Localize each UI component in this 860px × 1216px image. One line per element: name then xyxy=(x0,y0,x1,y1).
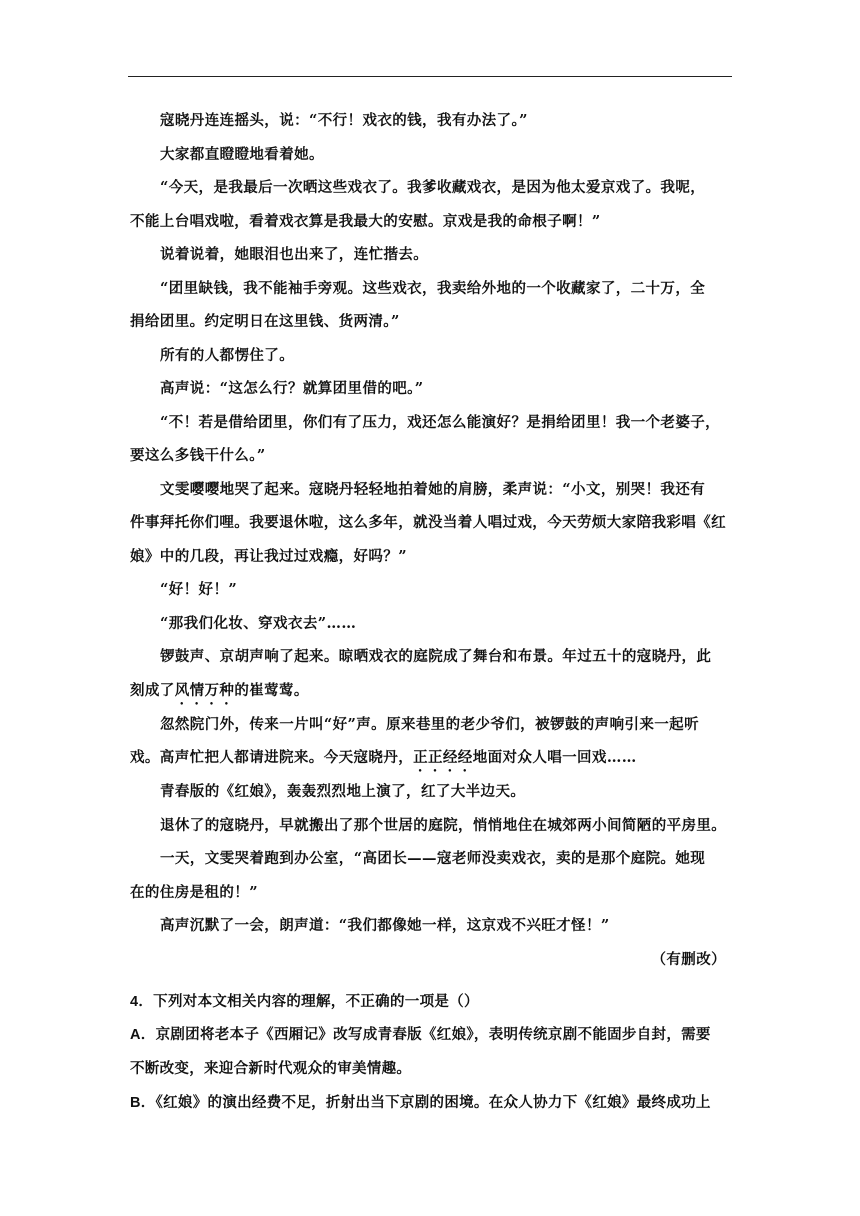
paragraph-line: “团里缺钱，我不能袖手旁观。这些戏衣，我卖给外地的一个收藏家了，二十万，全 xyxy=(160,279,706,297)
paragraph-line: “不！若是借给团里，你们有了压力，戏还怎么能演好？是捐给团里！我一个老婆子， xyxy=(160,413,721,431)
option-a-continued xyxy=(130,1052,730,1086)
paragraph-line: 不能上台唱戏啦，看着戏衣算是我最大的安慰。京戏是我的命根子啊！” xyxy=(130,212,601,230)
paragraph: 高声沉默了一会，朗声道：“我们都像她一样，这京戏不兴旺才怪！” xyxy=(160,917,610,934)
option-text: ．《红娘》的演出经费不足，折射出当下京剧的困境。在众人协力下《红娘》最终成功上 xyxy=(140,1094,711,1111)
option-label: B xyxy=(130,1095,141,1111)
paragraph-line: 文雯嘤嘤地哭了起来。寇晓丹轻轻地拍着她的肩膀，柔声说：“小文，别哭！我还有 xyxy=(160,480,706,498)
paragraph: 说着说着，她眼泪也出来了，连忙揩去。 xyxy=(160,246,429,263)
question-text: ．下列对本文相关内容的理解，不正确的一项是（） xyxy=(138,993,479,1010)
paragraph: 大家都直瞪瞪地看着她。 xyxy=(160,145,324,163)
paragraph-line xyxy=(130,674,730,708)
question-number: 4 xyxy=(130,994,139,1010)
paragraph-line: 要这么多钱干什么。” xyxy=(130,447,266,464)
paragraph: 青春版的《红娘》，轰轰烈烈地上演了，红了大半边天。 xyxy=(160,783,526,800)
option-a xyxy=(130,1018,730,1053)
story-text xyxy=(130,104,730,976)
option-label: A xyxy=(130,1027,141,1043)
paragraph: “好！好！” xyxy=(160,581,238,598)
option-text: ．京剧团将老本子《西厢记》改写成青春版《红娘》，表明传统京剧不能固步自封，需要 xyxy=(140,1026,711,1043)
emphasized-phrase: 正正经经 xyxy=(413,749,473,766)
paragraph-line: 娘》中的几段，再让我过过戏瘾，好吗？” xyxy=(130,547,407,565)
emphasized-phrase: 风情万种 xyxy=(174,681,235,699)
source-note: （有删改） xyxy=(651,950,726,968)
text-run: 刻成了 xyxy=(130,681,175,699)
paragraph: “那我们化妆、穿戏衣去”…… xyxy=(160,614,357,632)
paragraph-line: 锣鼓声、京胡声响了起来。晾晒戏衣的庭院成了舞台和布景。年过五十的寇晓丹，此 xyxy=(160,648,712,665)
paragraph-line: 一天，文雯哭着跑到办公室，“高团长——寇老师没卖戏衣，卖的是那个庭院。她现 xyxy=(160,850,706,867)
option-b xyxy=(130,1086,730,1121)
paragraph-line xyxy=(130,741,730,775)
paragraph-line: 捐给团里。约定明日在这里钱、货两清。” xyxy=(130,313,400,330)
paragraph-line: “今天，是我最后一次晒这些戏衣了。我爹收藏戏衣，是因为他太爱京戏了。我呢， xyxy=(160,179,706,196)
paragraph: 寇晓丹连连摇头，说：“不行！戏衣的钱，我有办法了。” xyxy=(160,112,528,129)
question-stem xyxy=(130,985,730,1020)
paragraph: 所有的人都愣住了。 xyxy=(160,346,295,364)
paragraph-line: 在的住房是租的！” xyxy=(130,883,258,901)
paragraph: 高声说：“这怎么行？就算团里借的吧。” xyxy=(160,380,424,397)
paragraph-line: 忽然院门外，传来一片叫“好”声。原来巷里的老少爷们，被锣鼓的声响引来一起听 xyxy=(160,715,699,733)
paragraph-line: 件事拜托你们哩。我要退休啦，这么多年，就没当着人唱过戏，今天劳烦大家陪我彩唱《红 xyxy=(130,514,726,531)
text-run: 的崔莺莺。 xyxy=(234,681,309,699)
text-run: 地面对众人唱一回戏…… xyxy=(472,749,637,766)
option-text: 不断改变，来迎合新时代观众的审美情趣。 xyxy=(130,1060,412,1077)
header-rule xyxy=(128,76,732,77)
paragraph: 退休了的寇晓丹，早就搬出了那个世居的庭院，悄悄地住在城郊两小间简陋的平房里。 xyxy=(160,816,727,834)
text-run: 戏。高声忙把人都请进院来。今天寇晓丹， xyxy=(130,749,414,766)
